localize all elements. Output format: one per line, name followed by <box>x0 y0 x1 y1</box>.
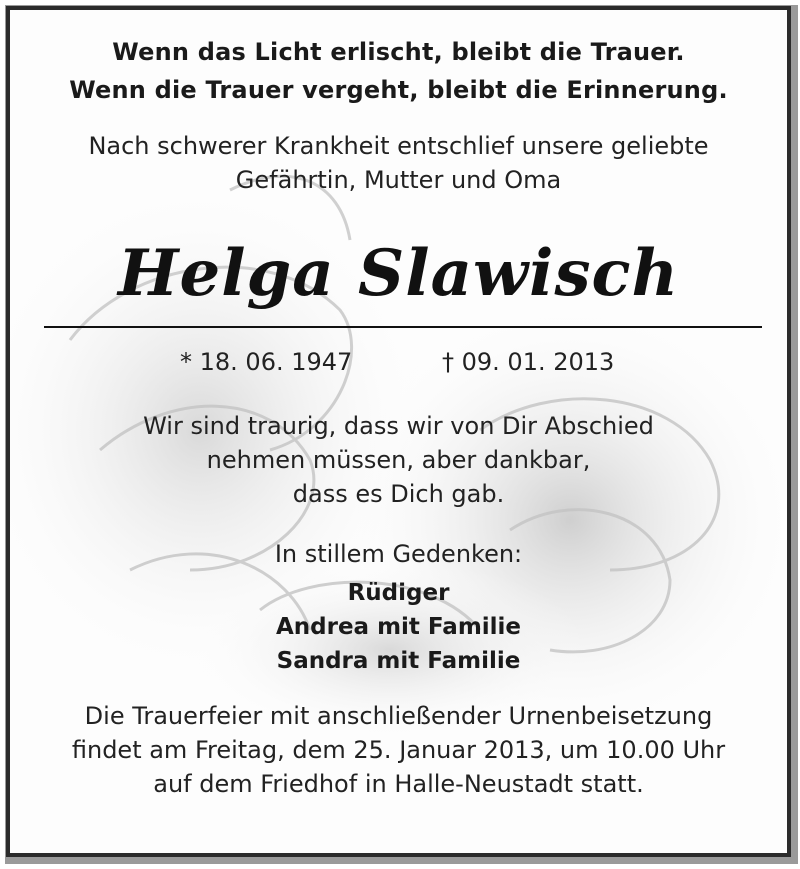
death-date: † 09. 01. 2013 <box>442 348 615 376</box>
motto-line-1: Wenn das Licht erlischt, bleibt die Trauer. <box>112 38 685 66</box>
ceremony-line-3: auf dem Friedhof in Halle-Neustadt statt. <box>153 770 644 798</box>
memorial-label: In stillem Gedenken: <box>274 540 523 568</box>
farewell-line-3: dass es Dich gab. <box>292 480 505 508</box>
mourner-3: Sandra mit Familie <box>276 648 521 674</box>
mourner-2: Andrea mit Familie <box>275 614 522 640</box>
deceased-name: Helga Slawisch <box>118 236 679 311</box>
intro-line-1: Nach schwerer Krankheit entschlief unsere geliebte <box>88 132 709 160</box>
name-underline <box>44 326 762 328</box>
birth-date: * 18. 06. 1947 <box>180 348 353 376</box>
ceremony-line-2: findet am Freitag, dem 25. Januar 2013, um 10.00 Uhr <box>71 736 726 764</box>
mourner-1: Rüdiger <box>347 580 450 606</box>
motto-line-2: Wenn die Trauer vergeht, bleibt die Erinnerung. <box>69 76 728 104</box>
farewell-line-1: Wir sind traurig, dass wir von Dir Abschied <box>143 412 654 440</box>
ceremony-line-1: Die Trauerfeier mit anschließender Urnenbeisetzung <box>84 702 713 730</box>
obituary-frame <box>6 6 791 857</box>
intro-line-2: Gefährtin, Mutter und Oma <box>235 166 562 194</box>
obituary-content <box>10 10 787 853</box>
farewell-line-2: nehmen müssen, aber dankbar, <box>206 446 591 474</box>
